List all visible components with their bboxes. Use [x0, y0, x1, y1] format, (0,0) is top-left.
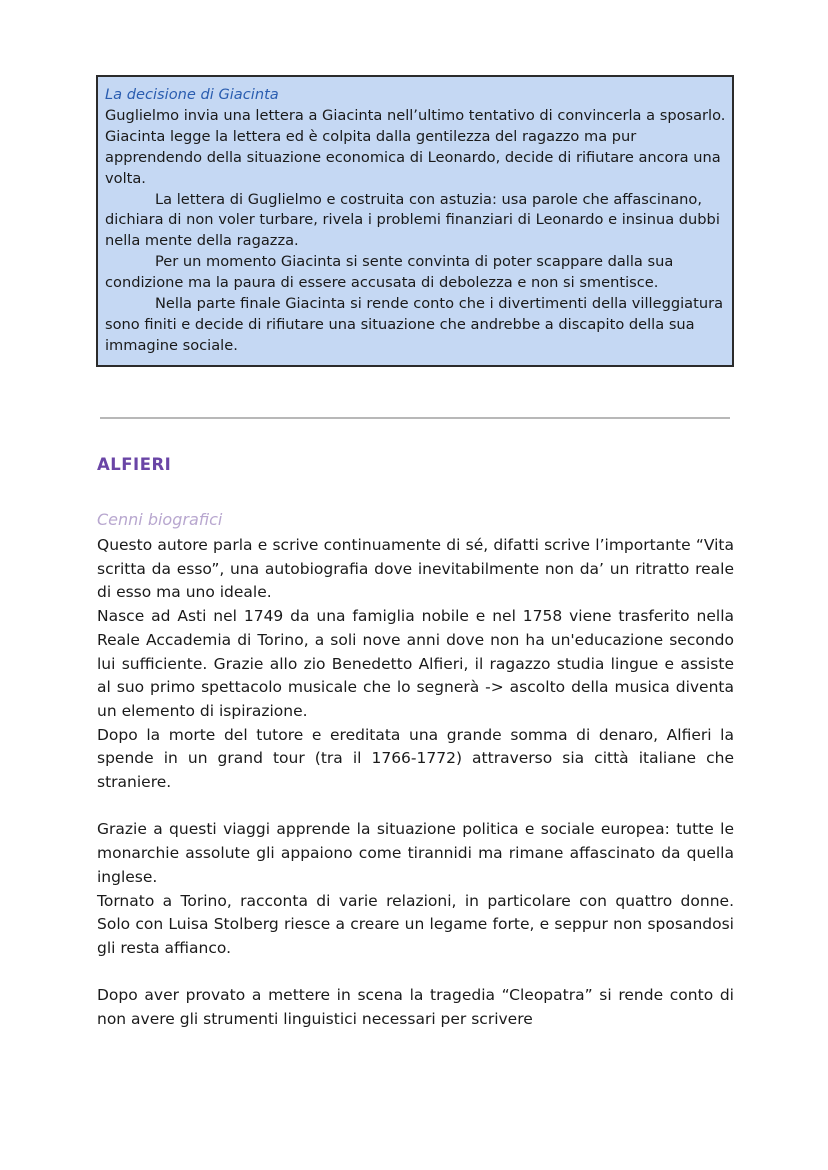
box-paragraph: Per un momento Giacinta si sente convinta di poter scappare dalla sua condizione ma la paura di essere accusata di debolezza e non si smentisce. — [105, 253, 674, 292]
body-paragraph: Nasce ad Asti nel 1749 da una famiglia nobile e nel 1758 viene trasferito nella Reale Accademia di Torino, a soli nove anni dove non ha un'educazione secondo lui sufficiente. Grazie allo zio Benedetto Alfieri, il ragazzo studia lingue e assiste al suo primo spettacolo musicale che lo segnerà -> ascolto della musica diventa un elemento di ispirazione. — [97, 607, 734, 720]
box-title: La decisione di Giacinta — [105, 86, 279, 103]
box-paragraph: Nella parte finale Giacinta si rende conto che i divertimenti della villeggiatura sono finiti e decide di rifiutare una situazione che andrebbe a discapito della sua immagine sociale. — [105, 295, 724, 354]
paragraph-gap — [97, 795, 734, 819]
box-paragraph: La lettera di Guglielmo e costruita con astuzia: usa parole che affascinano, dichiara di non voler turbare, rivela i problemi finanziari di Leonardo e insinua dubbi nella mente della ragazza. — [105, 190, 720, 250]
box-paragraph: Guglielmo invia una lettera a Giacinta nell’ultimo tentativo di convincerla a sposarlo. Giacinta legge la lettera ed è colpita dalla gentilezza del ragazzo ma pur apprendendo della situazione economica di Leonardo, decide di rifiutare ancora una volta. — [105, 106, 726, 187]
body-paragraph: Grazie a questi viaggi apprende la situazione politica e sociale europea: tutte le monarchie assolute gli appaiono come tirannidi ma rimane affascinato da quella inglese. — [97, 820, 734, 886]
body-paragraph: Dopo aver provato a mettere in scena la tragedia “Cleopatra” si rende conto di non avere gli strumenti linguistici necessari per scrivere — [97, 986, 734, 1029]
body-text — [97, 534, 734, 1032]
section-subheading: Cenni biografici — [97, 510, 223, 529]
section-divider — [100, 417, 730, 419]
body-paragraph: Tornato a Torino, racconta di varie relazioni, in particolare con quattro donne. Solo con Luisa Stolberg riesce a creare un legame forte, e seppur non sposandosi gli resta affianco. — [97, 891, 734, 957]
paragraph-gap — [97, 961, 734, 985]
section-heading: ALFIERI — [97, 455, 172, 474]
body-paragraph: Dopo la morte del tutore e ereditata una grande somma di denaro, Alfieri la spende in un grand tour (tra il 1766-1772) attraverso sia città italiane che straniere. — [97, 725, 734, 792]
summary-box — [96, 75, 734, 367]
body-paragraph: Questo autore parla e scrive continuamente di sé, difatti scrive l’importante “Vita scritta da esso”, una autobiografia dove inevitabilmente non da’ un ritratto reale di esso ma uno ideale. — [97, 536, 734, 602]
